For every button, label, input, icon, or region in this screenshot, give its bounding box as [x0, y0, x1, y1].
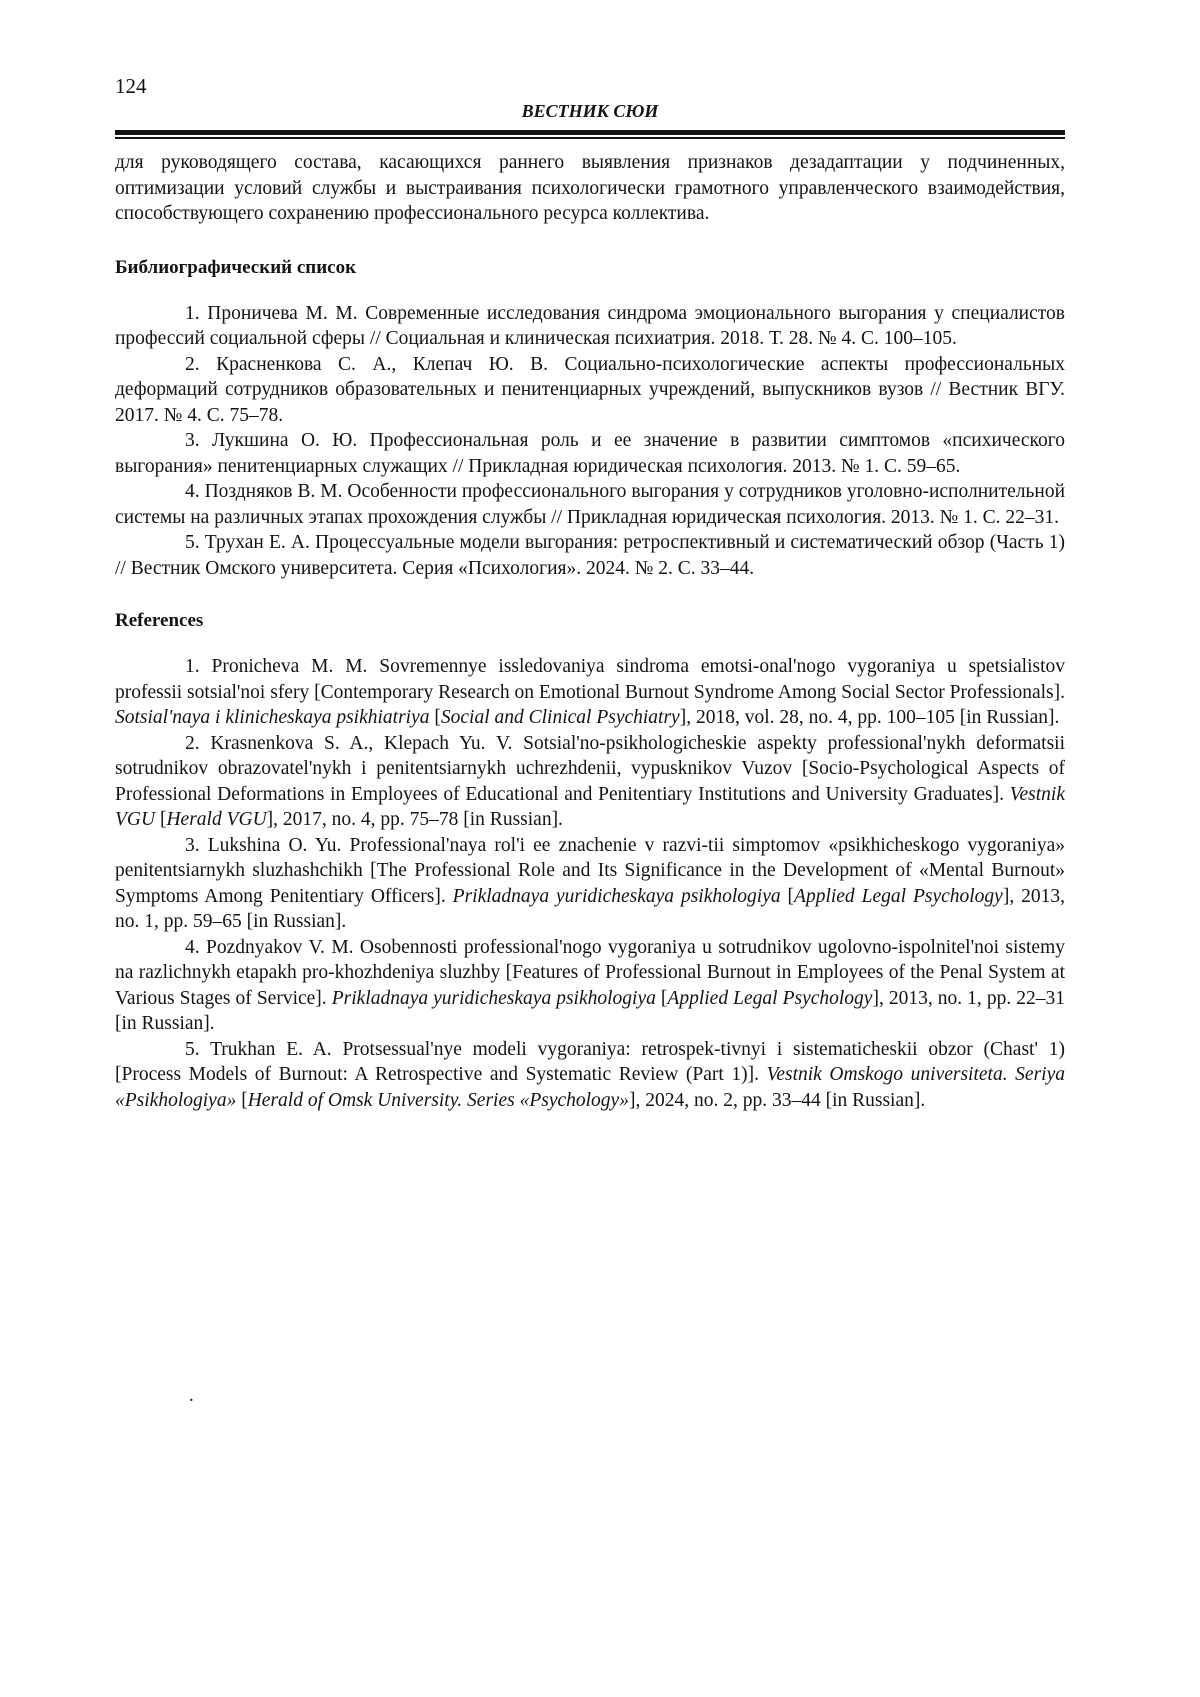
references-heading: References: [115, 608, 1065, 633]
reference-bracket: [: [430, 707, 441, 728]
bibliography-item-number: 2.: [185, 354, 200, 375]
reference-details: ], 2013, no. 1, pp. 59–65 [in Russian].: [115, 886, 1065, 933]
page-number: 124: [115, 74, 147, 98]
reference-source-translit: Vestnik Omskogo universiteta. Seriya «Psikhologiya»: [115, 1064, 1065, 1111]
reference-source-translit: Vestnik VGU: [115, 784, 1065, 831]
reference-source-translation: Applied Legal Psychology: [667, 988, 872, 1009]
reference-item: [115, 833, 1065, 935]
reference-text: Krasnenkova S. A., Klepach Yu. V. Sotsial'no-psikhologicheskie aspekty professional'nykh deformatsii sotrudnikov obrazovatel'nykh i penitentsiarnykh uchrezhdenii, vypusknikov Vuzov [Socio-Psychological Aspects of Professional Deformations in Employees of Educational and Penitentiary Institutions and University Graduates].: [115, 733, 1065, 805]
reference-text: Lukshina O. Yu. Professional'naya rol'i ee znachenie v razvi-tii simptomov «psikhicheskogo vygoraniya» penitentsiarnykh sluzhashchikh [The Professional Role and Its Significance in the Development of «Mental Burnout» Symptoms Among Penitentiary Officers].: [115, 835, 1065, 907]
page-content: [115, 150, 1065, 1113]
reference-item-number: 1.: [185, 656, 200, 677]
reference-details: ], 2024, no. 2, pp. 33–44 [in Russian].: [629, 1090, 925, 1111]
bibliography-item: [115, 530, 1065, 581]
reference-source-translation: Social and Clinical Psychiatry: [441, 707, 680, 728]
reference-item: [115, 935, 1065, 1037]
bibliography-heading: Библиографический список: [115, 255, 1065, 280]
reference-item-number: 5.: [185, 1039, 200, 1060]
reference-source-translit: Prikladnaya yuridicheskaya psikhologiya: [332, 988, 656, 1009]
reference-source-translation: Herald VGU: [166, 809, 266, 830]
reference-bracket: [: [781, 886, 794, 907]
reference-item: [115, 654, 1065, 731]
bibliography-item-number: 1.: [185, 303, 200, 324]
bibliography-item: [115, 352, 1065, 429]
reference-source-translit: Prikladnaya yuridicheskaya psikhologiya: [453, 886, 781, 907]
footer-dot: .: [189, 1386, 194, 1406]
bibliography-list: [115, 301, 1065, 582]
bibliography-item: [115, 428, 1065, 479]
reference-item-number: 3.: [185, 835, 200, 856]
references-list: [115, 654, 1065, 1113]
bibliography-item-number: 5.: [185, 532, 200, 553]
reference-item: [115, 1037, 1065, 1114]
intro-paragraph: для руководящего состава, касающихся раннего выявления признаков дезадаптации у подчиненных, оптимизации условий службы и выстраивания психологически грамотного управленческого взаимодействия, способствующего сохранению профессионального ресурса коллектива.: [115, 150, 1065, 227]
reference-source-translit: Sotsial'naya i klinicheskaya psikhiatriya: [115, 707, 430, 728]
bibliography-item: [115, 479, 1065, 530]
reference-details: ], 2017, no. 4, pp. 75–78 [in Russian].: [267, 809, 563, 830]
bibliography-item-number: 3.: [185, 430, 200, 451]
reference-item-number: 2.: [185, 733, 200, 754]
reference-text: Trukhan E. A. Protsessual'nye modeli vygoraniya: retrospek-tivnyi i sistematicheskii obzor (Chast' 1) [Process Models of Burnout: A Retrospective and Systematic Review (Part 1)].: [115, 1039, 1065, 1086]
bibliography-item-text: Трухан Е. А. Процессуальные модели выгорания: ретроспективный и систематический обзор (Часть 1) // Вестник Омского университета. Серия «Психология». 2024. № 2. С. 33–44.: [115, 532, 1065, 579]
reference-bracket: [: [155, 809, 166, 830]
reference-source-translation: Applied Legal Psychology: [794, 886, 1003, 907]
reference-text: Pronicheva M. M. Sovremennye issledovaniya sindroma emotsi-onal'nogo vygoraniya u spetsialistov professii sotsial'noi sfery [Contemporary Research on Emotional Burnout Syndrome Among Social Sector Professionals].: [115, 656, 1065, 703]
bibliography-item-text: Лукшина О. Ю. Профессиональная роль и ее значение в развитии симптомов «психического выгорания» пенитенциарных служащих // Прикладная юридическая психология. 2013. № 1. С. 59–65.: [115, 430, 1065, 477]
reference-bracket: [: [656, 988, 668, 1009]
reference-details: ], 2018, vol. 28, no. 4, pp. 100–105 [in Russian].: [680, 707, 1060, 728]
reference-item: [115, 731, 1065, 833]
bibliography-item: [115, 301, 1065, 352]
reference-details: ], 2013, no. 1, pp. 22–31 [in Russian].: [115, 988, 1065, 1035]
bibliography-item-number: 4.: [185, 481, 200, 502]
bibliography-item-text: Красненкова С. А., Клепач Ю. В. Социально-психологические аспекты профессиональных деформаций сотрудников образовательных и пенитенциарных учреждений, выпускников вузов // Вестник ВГУ. 2017. № 4. С. 75–78.: [115, 354, 1065, 426]
reference-source-translation: Herald of Omsk University. Series «Psychology»: [248, 1090, 629, 1111]
header-rule-thin: [115, 137, 1065, 139]
reference-text: Pozdnyakov V. M. Osobennosti professional'nogo vygoraniya u sotrudnikov ugolovno-ispolnitel'noi sistemy na razlichnykh etapakh pro-khozhdeniya sluzhby [Features of Professional Burnout in Employees of the Penal System at Various Stages of Service].: [115, 937, 1065, 1009]
bibliography-item-text: Поздняков В. М. Особенности профессионального выгорания у сотрудников уголовно-исполнительной системы на различных этапах прохождения службы // Прикладная юридическая психология. 2013. № 1. С. 22–31.: [115, 481, 1065, 528]
header-rule-thick: [115, 130, 1065, 135]
reference-bracket: [: [236, 1090, 247, 1111]
reference-item-number: 4.: [185, 937, 200, 958]
bibliography-item-text: Проничева М. М. Современные исследования синдрома эмоционального выгорания у специалистов профессий социальной сферы // Социальная и клиническая психиатрия. 2018. Т. 28. № 4. С. 100–105.: [115, 303, 1065, 350]
journal-title: ВЕСТНИК СЮИ: [115, 100, 1065, 122]
header-double-rule: [115, 130, 1065, 140]
